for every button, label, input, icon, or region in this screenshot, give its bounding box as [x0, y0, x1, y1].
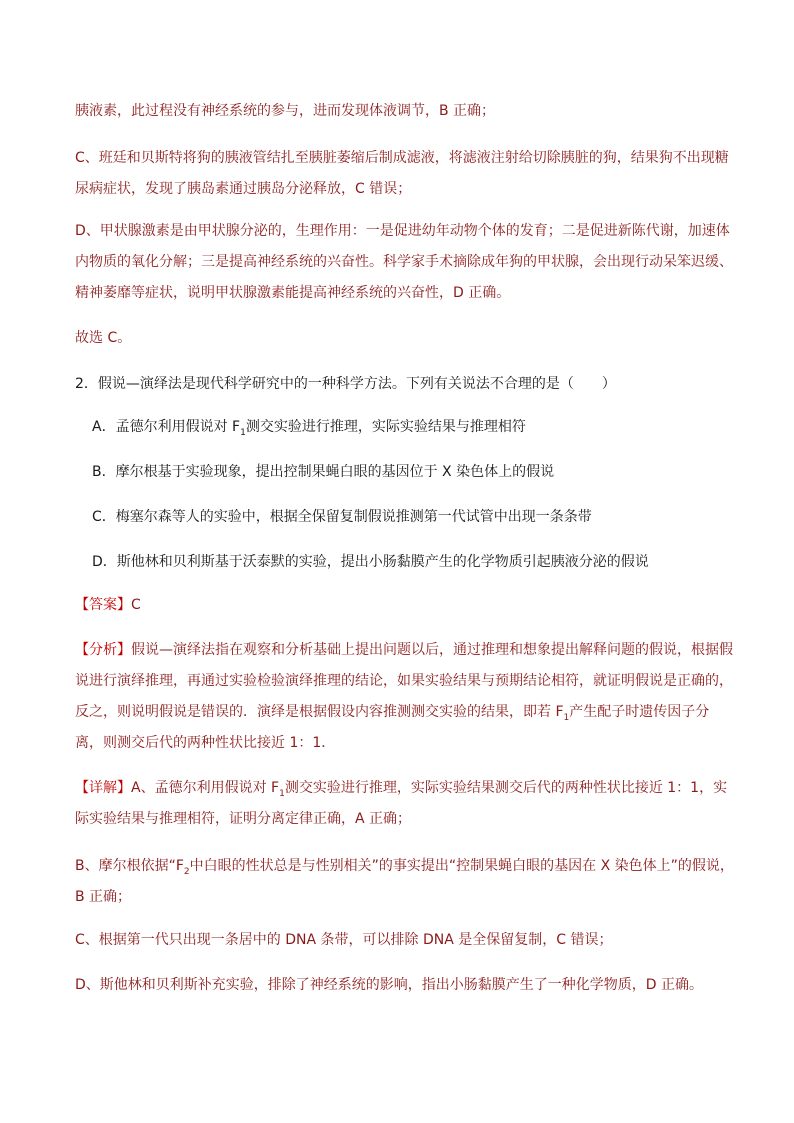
option-a [92, 415, 732, 439]
option-d: D．斯他林和贝利斯基于沃泰默的实验，提出小肠黏膜产生的化学物质引起胰液分泌的假说 [92, 554, 649, 570]
question-stem: 2．假说—演绎法是现代科学研究中的一种科学方法。下列有关说法不合理的是（ ） [75, 376, 616, 392]
analysis-sub: 1 [563, 712, 570, 723]
prev-option-d-explanation: D、甲状腺激素是由甲状腺分泌的，生理作用：一是促进幼年动物个体的发育；二是促进新陈代谢，加速体内物质的氧化分解；三是提高神经系统的兴奋性。科学家手术摘除成年狗的甲状腺，会出现行动呆笨迟缓、精神萎靡等症状，说明甲状腺激素能提高神经系统的兴奋性，D 正确。 [75, 223, 733, 301]
answer-line [75, 590, 735, 621]
detail-label: 【详解】 [75, 780, 131, 796]
answer-value: C [131, 597, 141, 613]
prev-conclusion: 故选 C。 [75, 330, 132, 346]
detail-b-pre: B、摩尔根依据“F [75, 858, 184, 874]
option-c: C．梅塞尔森等人的实验中，根据全保留复制假说推测第一代试管中出现一条条带 [92, 509, 592, 525]
detail-a-post: 测交实验进行推理，实际实验结果测交后代的两种性状比接近 1：1，实际实验结果与推理相符，证明分离定律正确，A 正确； [75, 780, 728, 827]
option-a-post: 测交实验进行推理，实际实验结果与推理相符 [245, 419, 526, 435]
answer-label: 【答案】 [75, 597, 131, 613]
detail-b-sub: 2 [183, 866, 190, 877]
detail-a-pre: A、孟德尔利用假说对 F [131, 780, 280, 796]
option-a-sub: 1 [240, 427, 246, 438]
detail-a [75, 773, 735, 835]
analysis-text-post: 产生配子时遗传因子分离，则测交后代的两种性状比接近 1：1． [75, 704, 710, 751]
prev-option-c-explanation: C、班廷和贝斯特将狗的胰液管结扎至胰脏萎缩后制成滤液，将滤液注射给切除胰脏的狗，结果狗不出现糖尿病症状，发现了胰岛素通过胰岛分泌释放，C 错误； [75, 150, 729, 197]
detail-d: D、斯他林和贝利斯补充实验，排除了神经系统的影响，指出小肠黏膜产生了一种化学物质，D 正确。 [75, 977, 704, 993]
detail-c: C、根据第一代只出现一条居中的 DNA 条带，可以排除 DNA 是全保留复制，C 错误； [75, 932, 613, 948]
analysis-label: 【分析】 [75, 642, 131, 658]
option-b: B．摩尔根基于实验现象，提出控制果蝇白眼的基因位于 X 染色体上的假说 [92, 464, 555, 480]
detail-b-post: 中白眼的性状总是与性别相关”的事实提出“控制果蝇白眼的基因在 X 染色体上”的假说，B 正确； [75, 858, 734, 905]
analysis-paragraph [75, 635, 735, 759]
detail-a-sub: 1 [279, 788, 285, 799]
prev-b-tail: 胰液素，此过程没有神经系统的参与，进而发现体液调节，B 正确； [75, 103, 496, 119]
detail-b [75, 851, 735, 913]
option-a-pre: A．孟德尔利用假说对 F [92, 419, 241, 435]
analysis-text-pre: 假说—演绎法指在观察和分析基础上提出问题以后，通过推理和想象提出解释问题的假说，根据假说进行演绎推理，再通过实验检验演绎推理的结论，如果实验结果与预期结论相符，就证明假说是正确的，反之，则说明假说是错误的．演绎是根据假设内容推测测交实验的结果，即若 F [75, 642, 733, 720]
